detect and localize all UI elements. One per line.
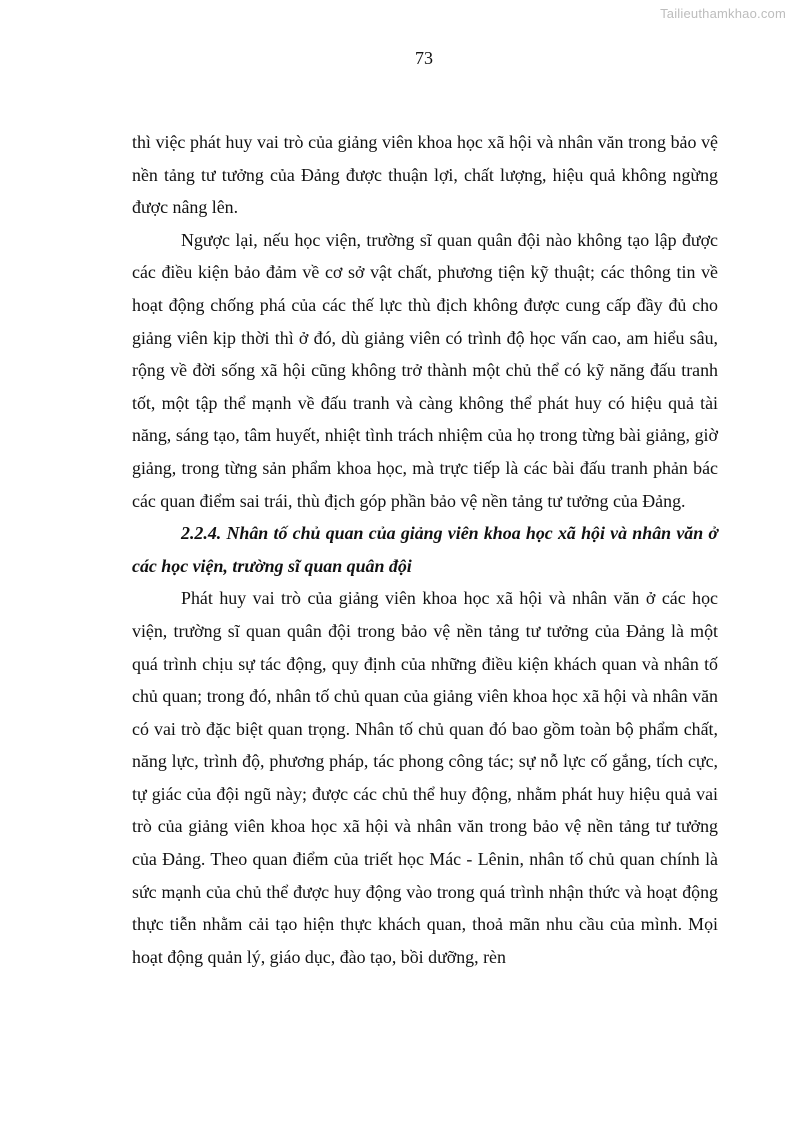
page-number: 73: [415, 48, 433, 68]
section-heading: 2.2.4. Nhân tố chủ quan của giảng viên khoa học xã hội và nhân văn ở các học viện, trường sĩ quan quân đội: [132, 523, 718, 576]
paragraph-continuation: thì việc phát huy vai trò của giảng viên khoa học xã hội và nhân văn trong bảo vệ nền tảng tư tưởng của Đảng được thuận lợi, chất lượng, hiệu quả không ngừng được nâng lên.: [132, 132, 718, 218]
paragraph-subjective-factor: Phát huy vai trò của giảng viên khoa học xã hội và nhân văn ở các học viện, trường sĩ quan quân đội trong bảo vệ nền tảng tư tưởng của Đảng là một quá trình chịu sự tác động, quy định của những điều kiện khách quan và nhân tố chủ quan; trong đó, nhân tố chủ quan của giảng viên khoa học xã hội và nhân văn có vai trò đặc biệt quan trọng. Nhân tố chủ quan đó bao gồm toàn bộ phẩm chất, năng lực, trình độ, phương pháp, tác phong công tác; sự nỗ lực cố gắng, tích cực, tự giác của đội ngũ này; được các chủ thể huy động, nhằm phát huy hiệu quả vai trò của giảng viên khoa học xã hội và nhân văn trong bảo vệ nền tảng tư tưởng của Đảng. Theo quan điểm của triết học Mác - Lênin, nhân tố chủ quan chính là sức mạnh của chủ thể được huy động vào trong quá trình nhận thức và hoạt động thực tiễn nhằm cải tạo hiện thực khách quan, thoả mãn nhu cầu của mình. Mọi hoạt động quản lý, giáo dục, đào tạo, bồi dưỡng, rèn: [132, 588, 718, 967]
watermark-text: Tailieuthamkhao.com: [660, 6, 786, 21]
page-body: [132, 126, 718, 973]
paragraph-conditions: Ngược lại, nếu học viện, trường sĩ quan quân đội nào không tạo lập được các điều kiện bảo đảm về cơ sở vật chất, phương tiện kỹ thuật; các thông tin về hoạt động chống phá của các thế lực thù địch không được cung cấp đầy đủ cho giảng viên kịp thời thì ở đó, dù giảng viên có trình độ học vấn cao, am hiểu sâu, rộng về đời sống xã hội cũng không trở thành một chủ thể có kỹ năng đấu tranh tốt, một tập thể mạnh về đấu tranh và càng không thể phát huy có hiệu quả tài năng, sáng tạo, tâm huyết, nhiệt tình trách nhiệm của họ trong từng bài giảng, giờ giảng, trong từng sản phẩm khoa học, mà trực tiếp là các bài đấu tranh phản bác các quan điểm sai trái, thù địch góp phần bảo vệ nền tảng tư tưởng của Đảng.: [132, 229, 718, 511]
